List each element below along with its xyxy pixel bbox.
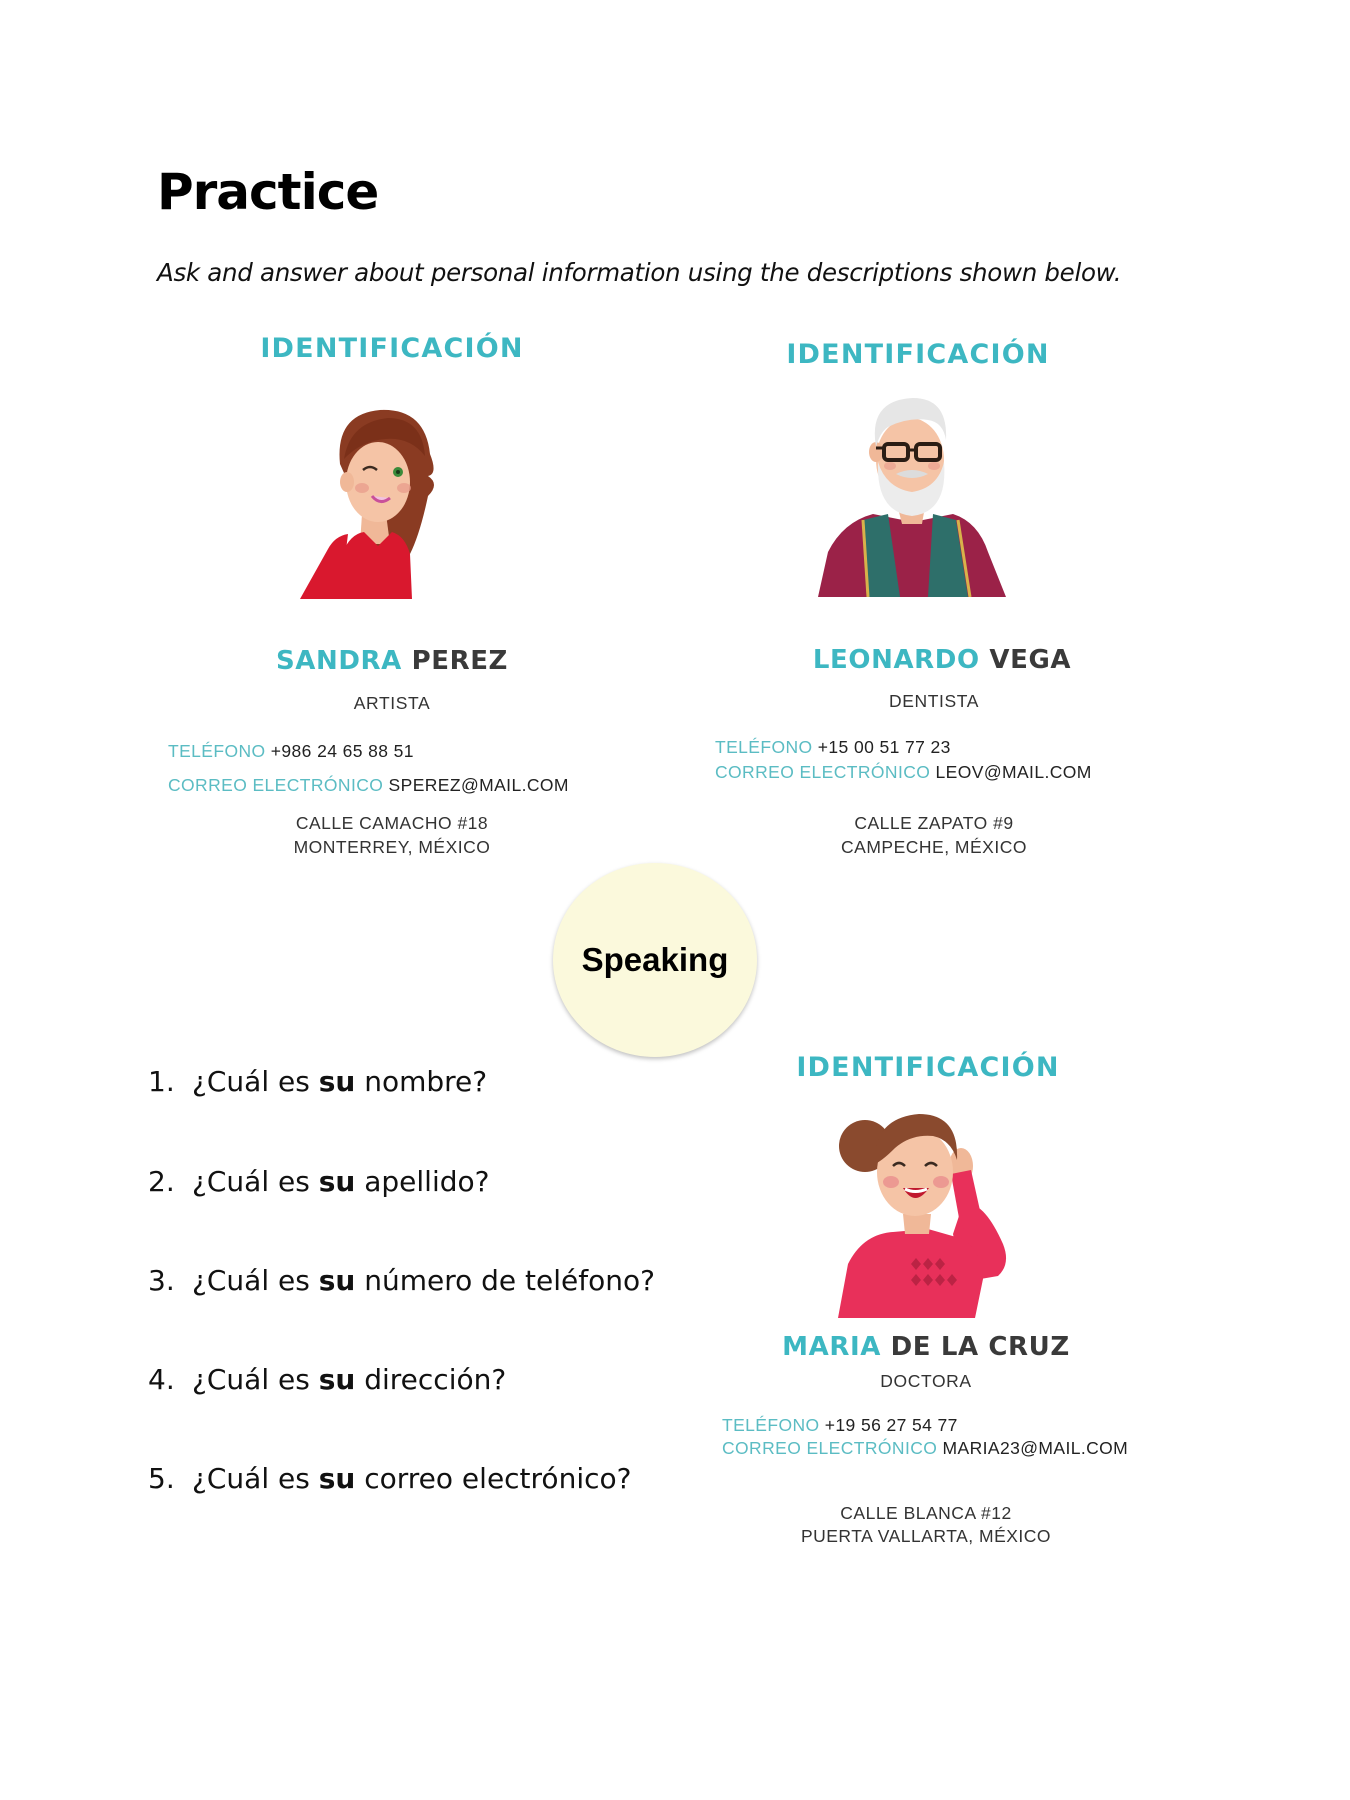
card-heading: IDENTIFICACIÓN [796, 1052, 1060, 1083]
card-heading: IDENTIFICACIÓN [260, 333, 524, 364]
address-line-1: CALLE BLANCA #12 [840, 1503, 1012, 1523]
address-line-2: CAMPECHE, MÉXICO [841, 837, 1027, 857]
question-suffix: dirección? [364, 1363, 507, 1396]
first-name: SANDRA [275, 646, 402, 676]
question-number: 5. [148, 1462, 175, 1495]
phone-label: TELÉFONO [722, 1415, 820, 1435]
address-line-2: MONTERREY, MÉXICO [293, 837, 491, 857]
question-emphasis: su [318, 1264, 356, 1297]
phone-row [722, 1413, 958, 1438]
question-prefix: ¿Cuál es [192, 1363, 310, 1396]
question-emphasis: su [318, 1462, 356, 1495]
phone-row [168, 739, 414, 764]
woman-laughing-illustration-icon [833, 1104, 1039, 1318]
last-name: PEREZ [411, 646, 509, 676]
email-row [715, 760, 1092, 785]
address-line-1: CALLE CAMACHO #18 [295, 813, 489, 833]
woman-winking-illustration-icon [300, 404, 455, 599]
email-row [722, 1436, 1128, 1461]
phone-value: +986 24 65 88 51 [270, 741, 414, 761]
person-name [192, 645, 592, 677]
question-item [148, 1164, 490, 1200]
phone-value: +19 56 27 54 77 [824, 1415, 958, 1435]
phone-label: TELÉFONO [715, 737, 813, 757]
question-number: 1. [148, 1065, 175, 1098]
last-name: VEGA [989, 645, 1072, 675]
first-name: LEONARDO [812, 645, 980, 675]
email-value: SPEREZ@MAIL.COM [388, 775, 569, 795]
question-suffix: correo electrónico? [364, 1462, 632, 1495]
person-name [742, 644, 1142, 676]
phone-label: TELÉFONO [168, 741, 266, 761]
question-suffix: número de teléfono? [364, 1264, 655, 1297]
page-subtitle: Ask and answer about personal information using the descriptions shown below. [157, 258, 1122, 287]
occupation: DOCTORA [880, 1371, 972, 1391]
question-item [148, 1461, 631, 1497]
person-name [726, 1331, 1126, 1363]
address-line-2: PUERTA VALLARTA, MÉXICO [800, 1526, 1052, 1546]
question-prefix: ¿Cuál es [192, 1462, 310, 1495]
page-title: Practice [157, 163, 379, 221]
first-name: MARIA [782, 1332, 881, 1362]
email-row [168, 773, 569, 798]
question-number: 3. [148, 1264, 175, 1297]
question-item [148, 1064, 487, 1100]
phone-value: +15 00 51 77 23 [817, 737, 951, 757]
email-value: LEOV@MAIL.COM [935, 762, 1092, 782]
occupation: ARTISTA [353, 693, 431, 713]
speaking-label: Speaking [581, 941, 729, 978]
question-item [148, 1362, 506, 1398]
last-name: DE LA CRUZ [890, 1332, 1070, 1362]
email-label: CORREO ELECTRÓNICO [722, 1438, 938, 1458]
phone-row [715, 735, 951, 760]
question-emphasis: su [318, 1065, 356, 1098]
question-prefix: ¿Cuál es [192, 1165, 310, 1198]
question-emphasis: su [318, 1363, 356, 1396]
address-line-1: CALLE ZAPATO #9 [854, 813, 1014, 833]
question-prefix: ¿Cuál es [192, 1264, 310, 1297]
email-value: MARIA23@MAIL.COM [942, 1438, 1129, 1458]
question-prefix: ¿Cuál es [192, 1065, 310, 1098]
question-suffix: nombre? [364, 1065, 488, 1098]
question-emphasis: su [318, 1165, 356, 1198]
email-label: CORREO ELECTRÓNICO [168, 775, 384, 795]
old-man-illustration-icon [818, 392, 1006, 597]
occupation: DENTISTA [888, 691, 980, 711]
card-heading: IDENTIFICACIÓN [786, 339, 1050, 370]
email-label: CORREO ELECTRÓNICO [715, 762, 931, 782]
question-number: 2. [148, 1165, 175, 1198]
question-number: 4. [148, 1363, 175, 1396]
speaking-badge [553, 863, 757, 1057]
question-item [148, 1263, 655, 1299]
question-suffix: apellido? [364, 1165, 490, 1198]
